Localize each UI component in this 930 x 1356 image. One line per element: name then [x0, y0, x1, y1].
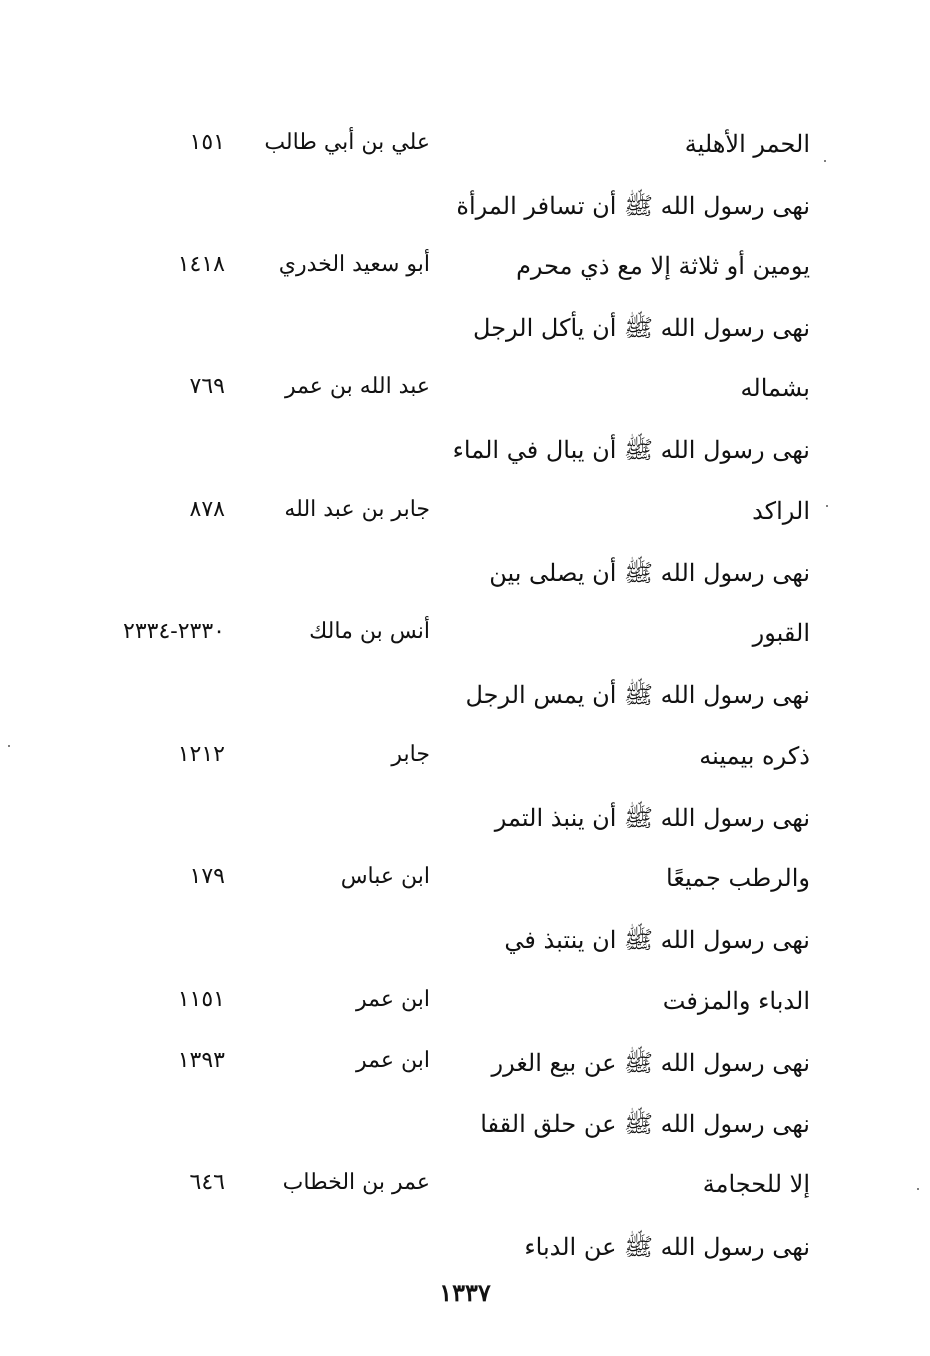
narrator-name: جابر — [391, 742, 430, 767]
hadith-text: نهى رسول الله ﷺ أن يصلى بين — [489, 559, 810, 587]
hadith-number: ٧٦٩ — [189, 374, 225, 399]
index-row — [0, 803, 930, 853]
index-row — [0, 130, 930, 180]
hadith-text: نهى رسول الله ﷺ أن يبال في الماء — [452, 436, 810, 464]
index-row — [0, 374, 930, 424]
page-number: ١٣٣٧ — [439, 1278, 491, 1307]
hadith-number: ١١٥١ — [177, 987, 225, 1012]
hadith-text: والرطب جميعًا — [666, 864, 810, 892]
hadith-number: ٨٧٨ — [189, 497, 225, 522]
index-row — [0, 558, 930, 608]
hadith-text: القبور — [752, 619, 810, 647]
narrator-name: جابر بن عبد الله — [284, 497, 430, 522]
narrator-name: ابن عباس — [340, 864, 430, 889]
index-row — [0, 252, 930, 302]
narrator-name: أنس بن مالك — [309, 619, 430, 644]
hadith-text: الراكد — [752, 497, 810, 525]
index-row — [0, 742, 930, 792]
hadith-text: نهى رسول الله ﷺ أن تسافر المرأة — [456, 192, 810, 220]
index-row — [0, 1232, 930, 1282]
index-row — [0, 1170, 930, 1220]
hadith-text: الحمر الأهلية — [684, 130, 810, 158]
narrator-name: علي بن أبي طالب — [264, 130, 430, 155]
hadith-text: إلا للحجامة — [702, 1170, 810, 1198]
hadith-text: نهى رسول الله ﷺ أن يأكل الرجل — [473, 314, 810, 342]
index-row — [0, 313, 930, 363]
scan-speck — [8, 745, 10, 747]
index-row — [0, 191, 930, 241]
scan-speck — [824, 160, 826, 162]
hadith-text: ذكره بيمينه — [699, 742, 810, 770]
index-row — [0, 435, 930, 485]
hadith-text: يومين أو ثلاثة إلا مع ذي محرم — [516, 252, 810, 280]
scan-speck — [826, 505, 828, 507]
hadith-text: نهى رسول الله ﷺ أن يمس الرجل — [465, 681, 810, 709]
hadith-number: ١٥١ — [189, 130, 225, 155]
hadith-text: بشماله — [740, 374, 810, 402]
narrator-name: ابن عمر — [356, 1048, 430, 1073]
index-row — [0, 619, 930, 669]
hadith-number: ١٢١٢ — [177, 742, 225, 767]
hadith-number: ١٤١٨ — [177, 252, 225, 277]
hadith-text: نهى رسول الله ﷺ أن ينبذ التمر — [494, 804, 810, 832]
narrator-name: عمر بن الخطاب — [282, 1170, 430, 1195]
index-row — [0, 680, 930, 730]
hadith-number: ٦٤٦ — [189, 1170, 225, 1195]
index-row — [0, 1109, 930, 1159]
scan-speck — [917, 1188, 919, 1190]
index-row — [0, 925, 930, 975]
hadith-text: نهى رسول الله ﷺ عن بيع الغرر — [491, 1049, 810, 1077]
narrator-name: عبد الله بن عمر — [284, 374, 430, 399]
hadith-text: نهى رسول الله ﷺ ان ينتبذ في — [504, 926, 810, 954]
narrator-name: أبو سعيد الخدري — [278, 252, 430, 277]
index-row — [0, 987, 930, 1037]
hadith-number: ١٣٩٣ — [177, 1048, 225, 1073]
hadith-number: ١٧٩ — [189, 864, 225, 889]
index-row — [0, 497, 930, 547]
hadith-text: الدباء والمزفت — [662, 987, 810, 1015]
hadith-text: نهى رسول الله ﷺ عن حلق القفا — [480, 1110, 810, 1138]
index-row — [0, 1048, 930, 1098]
hadith-number: ٢٣٣٠-٢٣٣٤ — [123, 619, 225, 644]
narrator-name: ابن عمر — [356, 987, 430, 1012]
index-row — [0, 864, 930, 914]
hadith-text: نهى رسول الله ﷺ عن الدباء — [524, 1233, 810, 1261]
